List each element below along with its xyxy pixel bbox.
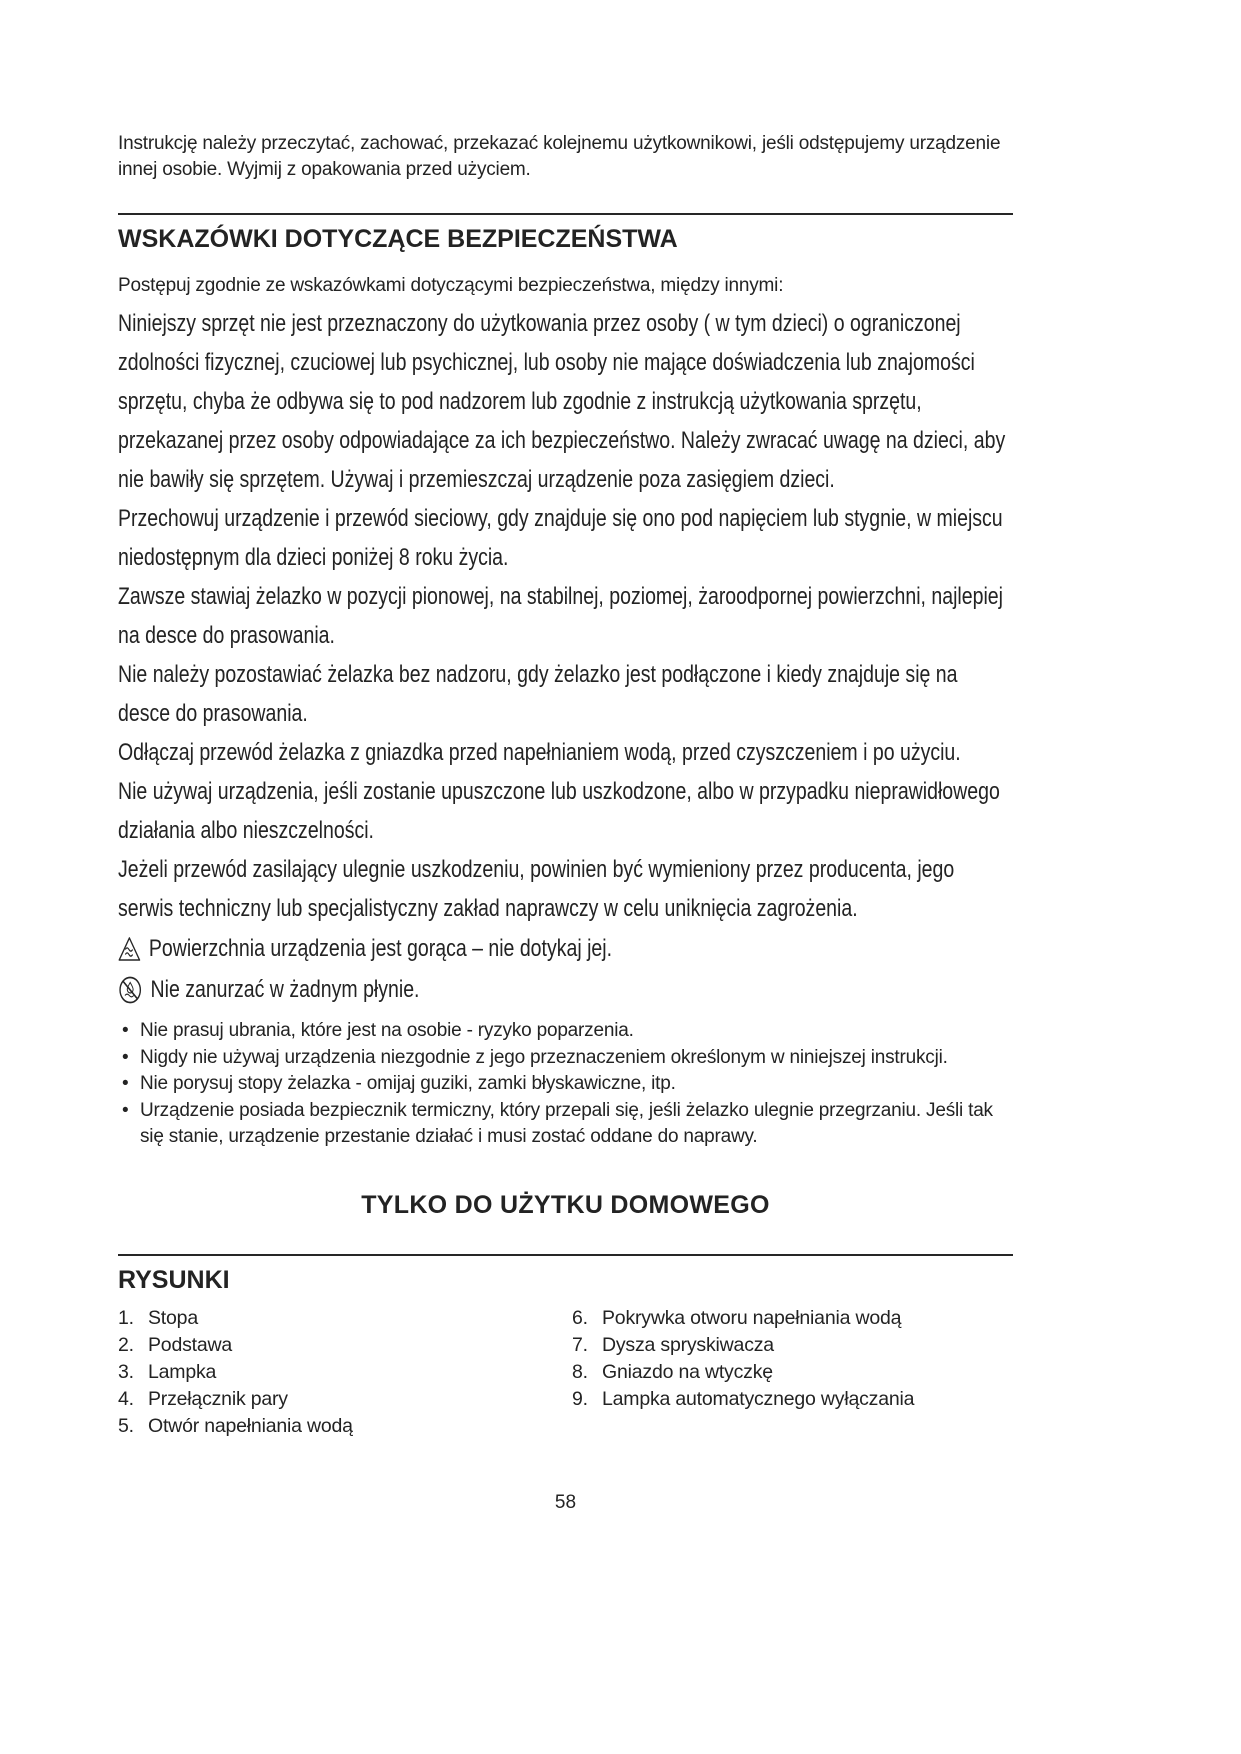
safety-bullet-list (118, 1018, 1013, 1151)
household-use-heading: TYLKO DO UŻYTKU DOMOWEGO (361, 1190, 770, 1219)
safety-bullet-item: • Nie porysuj stopy żelazka - omijaj guziki, zamki błyskawiczne, itp. (118, 1071, 1013, 1098)
figures-column-right (572, 1305, 1013, 1440)
figure-list-item (572, 1305, 1013, 1332)
no-immersion-icon (118, 975, 142, 1005)
safety-lead: Postępuj zgodnie ze wskazówkami dotyczącymi bezpieczeństwa, między innymi: (118, 275, 784, 296)
hot-surface-warning-line (118, 928, 1012, 969)
no-immersion-text: Nie zanurzać w żadnym płynie. (150, 976, 420, 1003)
figure-number: 3. (118, 1360, 134, 1383)
figure-list-item (118, 1305, 572, 1332)
document-page (118, 112, 1013, 1440)
figure-list-item (572, 1359, 1013, 1386)
safety-bullet-item: • Nie prasuj ubrania, które jest na osobie - ryzyko poparzenia. (118, 1018, 1013, 1045)
safety-section-heading: WSKAZÓWKI DOTYCZĄCE BEZPIECZEŃSTWA (118, 225, 678, 253)
safety-paragraphs (118, 304, 1012, 1010)
figures-list (118, 1305, 1013, 1440)
figure-list-item (118, 1359, 572, 1386)
figure-label: Dysza spryskiwacza (602, 1333, 774, 1356)
section-divider (118, 213, 1013, 215)
safety-paragraph: Jeżeli przewód zasilający ulegnie uszkodzeniu, powinien być wymieniony przez producenta, jego serwis techniczny lub specjalistyczny zakład naprawczy w celu uniknięcia zagrożenia. (118, 856, 955, 922)
figure-label: Lampka (148, 1360, 217, 1383)
figure-number: 5. (118, 1414, 134, 1437)
hot-surface-warning-text: Powierzchnia urządzenia jest gorąca – nie dotykaj jej. (148, 935, 613, 962)
figure-number: 2. (118, 1333, 134, 1356)
figure-list-item (118, 1413, 572, 1440)
no-immersion-line (118, 969, 1012, 1010)
figure-number: 6. (572, 1306, 588, 1329)
figure-list-item (118, 1386, 572, 1413)
figure-list-item (572, 1386, 1013, 1413)
figure-list-item (572, 1332, 1013, 1359)
figure-label: Lampka automatycznego wyłączania (602, 1387, 915, 1410)
figures-heading: RYSUNKI (118, 1265, 230, 1294)
figure-number: 8. (572, 1360, 588, 1383)
figure-number: 7. (572, 1333, 588, 1356)
safety-paragraph: Odłączaj przewód żelazka z gniazdka przed napełnianiem wodą, przed czyszczeniem i po użyciu. (118, 739, 961, 766)
figure-label: Pokrywka otworu napełniania wodą (602, 1306, 902, 1329)
page-number: 58 (554, 1492, 577, 1513)
figure-label: Otwór napełniania wodą (148, 1414, 353, 1437)
figure-label: Stopa (148, 1306, 198, 1329)
hot-surface-warning-icon (118, 936, 141, 962)
figure-number: 4. (118, 1387, 134, 1410)
safety-bullet-item: • Nigdy nie używaj urządzenia niezgodnie z jego przeznaczeniem określonym w niniejszej instrukcji. (118, 1045, 1013, 1072)
figures-column-left (118, 1305, 572, 1440)
safety-bullet-item: • Urządzenie posiada bezpiecznik termiczny, który przepali się, jeśli żelazko ulegnie przegrzaniu. Jeśli tak się stanie, urządzenie przestanie działać i musi zostać oddane do naprawy. (118, 1098, 1013, 1151)
figure-number: 1. (118, 1306, 134, 1329)
figure-label: Gniazdo na wtyczkę (602, 1360, 773, 1383)
safety-paragraph: Zawsze stawiaj żelazko w pozycji pionowej, na stabilnej, poziomej, żaroodpornej powierzchni, najlepiej na desce do prasowania. (118, 583, 1004, 649)
figure-label: Przełącznik pary (148, 1387, 288, 1410)
figure-number: 9. (572, 1387, 588, 1410)
figure-label: Podstawa (148, 1333, 233, 1356)
intro-paragraph: Instrukcję należy przeczytać, zachować, przekazać kolejnemu użytkownikowi, jeśli odstępujemy urządzenie innej osobie. Wyjmij z opakowania przed użyciem. (118, 133, 1001, 180)
figure-list-item (118, 1332, 572, 1359)
safety-paragraph: Nie używaj urządzenia, jeśli zostanie upuszczone lub uszkodzone, albo w przypadku nieprawidłowego działania albo nieszczelności. (118, 778, 1000, 844)
safety-paragraph: Przechowuj urządzenie i przewód sieciowy, gdy znajduje się ono pod napięciem lub stygnie, w miejscu niedostępnym dla dzieci poniżej 8 roku życia. (118, 505, 1003, 571)
section-divider (118, 1254, 1013, 1256)
safety-paragraph: Niniejszy sprzęt nie jest przeznaczony do użytkowania przez osoby ( w tym dzieci) o ograniczonej zdolności fizycznej, czuciowej lub psychicznej, lub osoby nie mające doświadczenia lub znajomości sprzętu, chyba że odbywa się to pod nadzorem lub zgodnie z instrukcją użytkowania sprzętu, przekazanej przez osoby odpowiadające za ich bezpieczeństwo. Należy zwracać uwagę na dzieci, aby nie bawiły się sprzętem. Używaj i przemieszczaj urządzenie poza zasięgiem dzieci. (118, 310, 1006, 493)
safety-paragraph: Nie należy pozostawiać żelazka bez nadzoru, gdy żelazko jest podłączone i kiedy znajduje się na desce do prasowania. (118, 661, 958, 727)
